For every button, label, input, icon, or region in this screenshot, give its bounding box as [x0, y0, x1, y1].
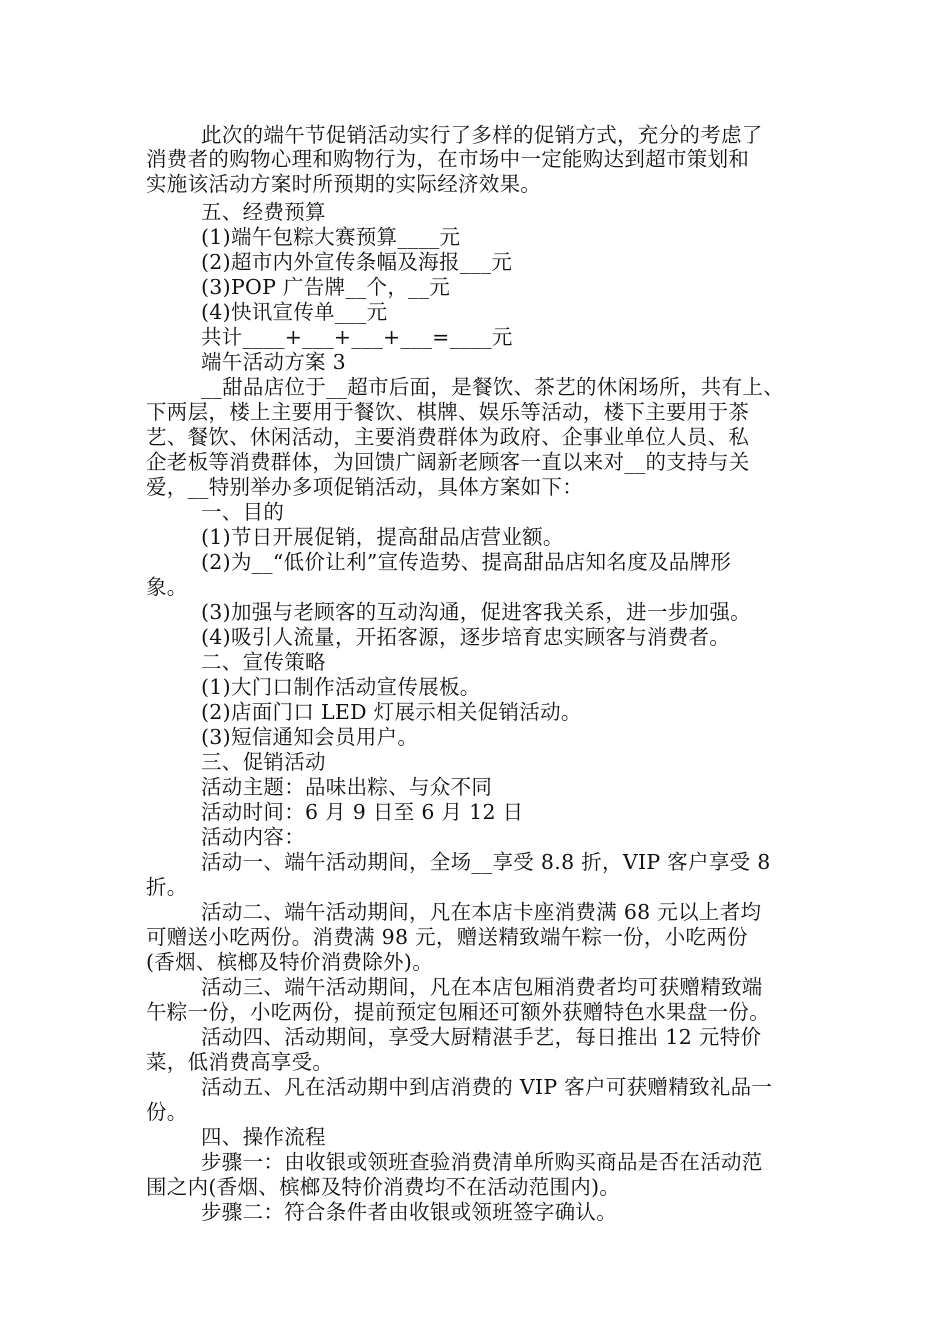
list-item: (1)节日开展促销，提高甜品店营业额。 [201, 525, 564, 549]
list-item: (1)大门口制作活动宣传展板。 [201, 675, 481, 699]
list-item: (2)超市内外宣传条幅及海报___元 [201, 250, 513, 274]
list-item: (4)吸引人流量，开拓客源，逐步培育忠实顾客与消费者。 [201, 625, 731, 649]
paragraph-line: __甜品店位于__超市后面，是餐饮、茶艺的休闲场所，共有上、 [201, 375, 784, 399]
activity-theme: 活动主题：品味出粽、与众不同 [201, 775, 493, 799]
paragraph-line: 活动二、端午活动期间，凡在本店卡座消费满 68 元以上者均 [201, 900, 762, 924]
list-item: (3)短信通知会员用户。 [201, 725, 419, 749]
paragraph-line: 艺、餐饮、休闲活动，主要消费群体为政府、企事业单位人员、私 [146, 425, 750, 449]
paragraph-line: 消费者的购物心理和购物行为，在市场中一定能购达到超市策划和 [146, 147, 750, 171]
section-heading: 四、操作流程 [201, 1125, 326, 1149]
list-item: (2)店面门口 LED 灯展示相关促销活动。 [201, 700, 582, 724]
list-item: (3)加强与老顾客的互动沟通，促进客我关系，进一步加强。 [201, 600, 751, 624]
paragraph-line: (香烟、槟榔及特价消费除外)。 [146, 950, 433, 974]
paragraph-line: 步骤二：符合条件者由收银或领班签字确认。 [201, 1200, 617, 1224]
paragraph-line: 围之内(香烟、槟榔及特价消费均不在活动范围内)。 [146, 1175, 621, 1199]
activity-content-label: 活动内容： [201, 825, 305, 849]
paragraph-line: 活动三、端午活动期间，凡在本店包厢消费者均可获赠精致端 [201, 975, 763, 999]
total-line: 共计____+___+___+___=____元 [201, 325, 513, 349]
section-heading: 一、目的 [201, 500, 285, 524]
paragraph-line: 步骤一：由收银或领班查验消费清单所购买商品是否在活动范 [201, 1150, 763, 1174]
list-item: (3)POP 广告牌__个，__元 [201, 275, 451, 299]
list-item: 象。 [146, 575, 188, 599]
paragraph-line: 企老板等消费群体，为回馈广阔新老顾客一直以来对__的支持与关 [146, 450, 750, 474]
paragraph-line: 爱，__特别举办多项促销活动，具体方案如下： [146, 475, 584, 499]
document-title: 端午活动方案 3 [201, 350, 346, 374]
paragraph-line: 午粽一份，小吃两份，提前预定包厢还可额外获赠特色水果盘一份。 [146, 1000, 770, 1024]
paragraph-line: 实施该活动方案时所预期的实际经济效果。 [146, 172, 542, 196]
section-heading: 三、促销活动 [201, 750, 326, 774]
list-item: (2)为__“低价让利”宣传造势、提高甜品店知名度及品牌形 [201, 550, 732, 574]
list-item: (4)快讯宣传单___元 [201, 300, 388, 324]
paragraph-line: 菜，低消费高享受。 [146, 1050, 334, 1074]
paragraph-line: 份。 [146, 1100, 188, 1124]
paragraph-line: 可赠送小吃两份。消费满 98 元，赠送精致端午粽一份，小吃两份 [146, 925, 748, 949]
section-heading: 二、宣传策略 [201, 650, 326, 674]
paragraph-line: 活动一、端午活动期间，全场__享受 8.8 折，VIP 客户享受 8 [201, 850, 771, 874]
paragraph-line: 活动四、活动期间，享受大厨精湛手艺，每日推出 12 元特价 [201, 1025, 762, 1049]
section-heading: 五、经费预算 [201, 200, 326, 224]
paragraph-line: 此次的端午节促销活动实行了多样的促销方式，充分的考虑了 [201, 123, 763, 147]
list-item: (1)端午包粽大赛预算____元 [201, 225, 461, 249]
paragraph-line: 活动五、凡在活动期中到店消费的 VIP 客户可获赠精致礼品一 [201, 1075, 773, 1099]
paragraph-line: 下两层，楼上主要用于餐饮、棋牌、娱乐等活动，楼下主要用于茶 [146, 400, 750, 424]
paragraph-line: 折。 [146, 875, 188, 899]
activity-date: 活动时间：6 月 9 日至 6 月 12 日 [201, 800, 524, 824]
